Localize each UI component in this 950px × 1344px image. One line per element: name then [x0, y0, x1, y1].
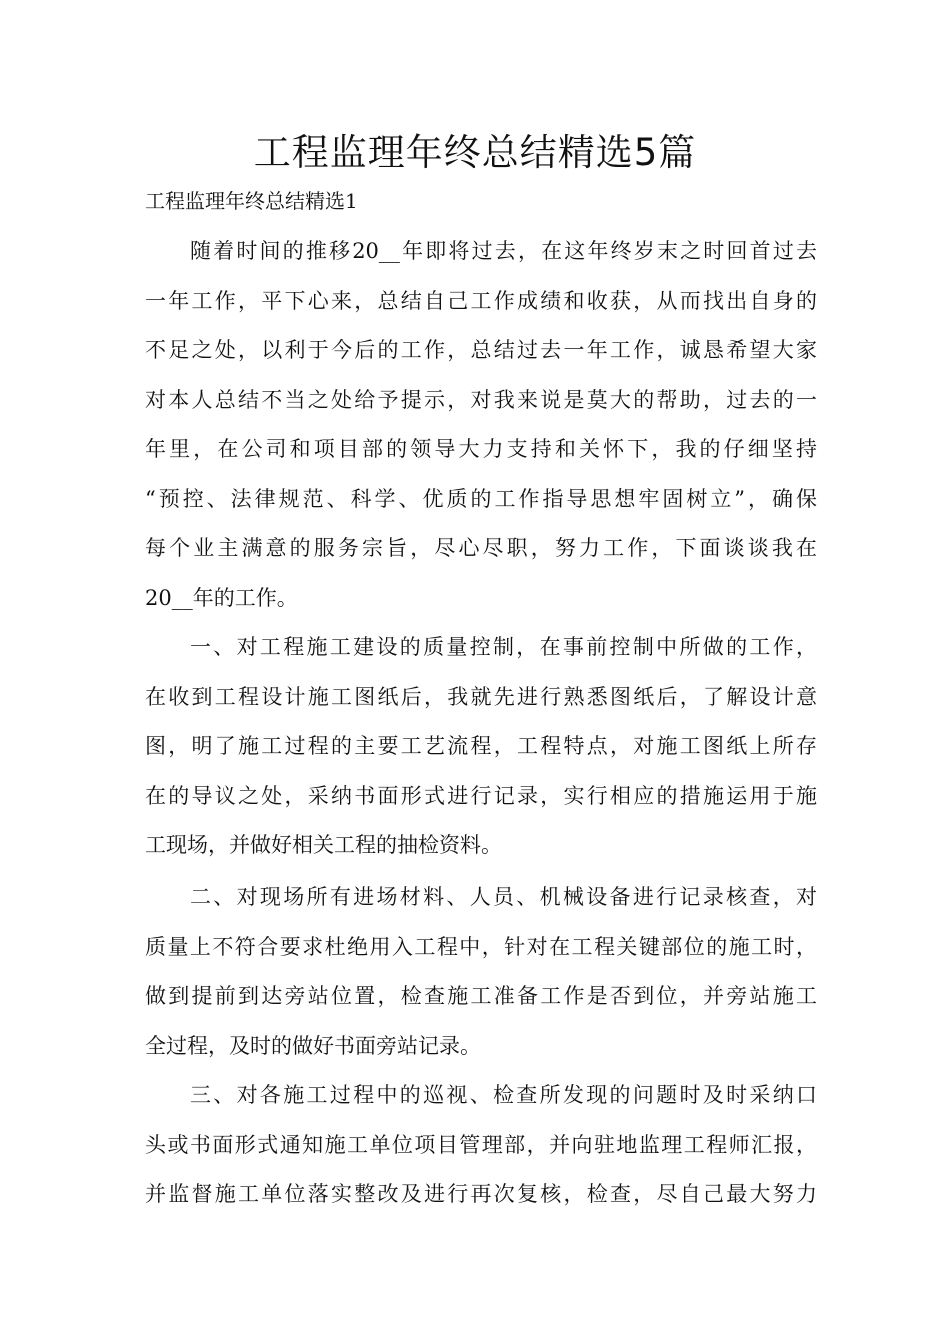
paragraph-4 — [145, 1071, 817, 1220]
paragraph-line: 做到提前到达旁站位置，检查施工准备工作是否到位，并旁站施工 — [145, 984, 817, 1008]
paragraph-line: 工现场，并做好相关工程的抽检资料。 — [145, 833, 502, 857]
document-title: 工程监理年终总结精选5篇 — [253, 131, 697, 174]
paragraph-3 — [145, 873, 817, 1071]
paragraph-line: 不足之处，以利于今后的工作，总结过去一年工作，诚恳希望大家 — [145, 338, 817, 362]
paragraph-line: 每个业主满意的服务宗旨，尽心尽职，努力工作，下面谈谈我在 — [145, 536, 817, 560]
paragraph-line: 对本人总结不当之处给予提示，对我来说是莫大的帮助，过去的一 — [145, 387, 817, 412]
paragraph-line: 并监督施工单位落实整改及进行再次复核，检查，尽自己最大努力 — [145, 1182, 817, 1206]
paragraph-line: 一年工作，平下心来，总结自己工作成绩和收获，从而找出自身的 — [145, 288, 817, 313]
paragraph-line: 年里，在公司和项目部的领导大力支持和关怀下，我的仔细坚持 — [145, 437, 817, 461]
paragraph-1 — [145, 227, 817, 623]
paragraph-line: 三、对各施工过程中的巡视、检查所发现的问题时及时采纳口 — [190, 1083, 817, 1107]
paragraph-2 — [145, 623, 817, 871]
paragraph-line: 随着时间的推移20__年即将过去，在这年终岁末之时回首过去 — [190, 239, 817, 263]
paragraph-line: 全过程，及时的做好书面旁站记录。 — [145, 1033, 481, 1058]
paragraph-line: 在收到工程设计施工图纸后，我就先进行熟悉图纸后，了解设计意 — [145, 684, 817, 709]
section-heading: 工程监理年终总结精选1 — [145, 189, 358, 213]
paragraph-line: “预控、法律规范、科学、优质的工作指导思想牢固树立”，确保 — [145, 486, 817, 511]
paragraph-line: 一、对工程施工建设的质量控制，在事前控制中所做的工作， — [190, 635, 817, 659]
paragraph-line: 图，明了施工过程的主要工艺流程，工程特点，对施工图纸上所存 — [145, 734, 817, 758]
paragraph-line: 20__年的工作。 — [145, 585, 298, 610]
paragraph-line: 在的导议之处，采纳书面形式进行记录，实行相应的措施运用于施 — [145, 783, 817, 808]
paragraph-line: 质量上不符合要求杜绝用入工程中，针对在工程关键部位的施工时， — [145, 934, 817, 959]
paragraph-line: 头或书面形式通知施工单位项目管理部，并向驻地监理工程师汇报， — [145, 1132, 817, 1157]
paragraph-line: 二、对现场所有进场材料、人员、机械设备进行记录核查，对 — [190, 885, 817, 909]
